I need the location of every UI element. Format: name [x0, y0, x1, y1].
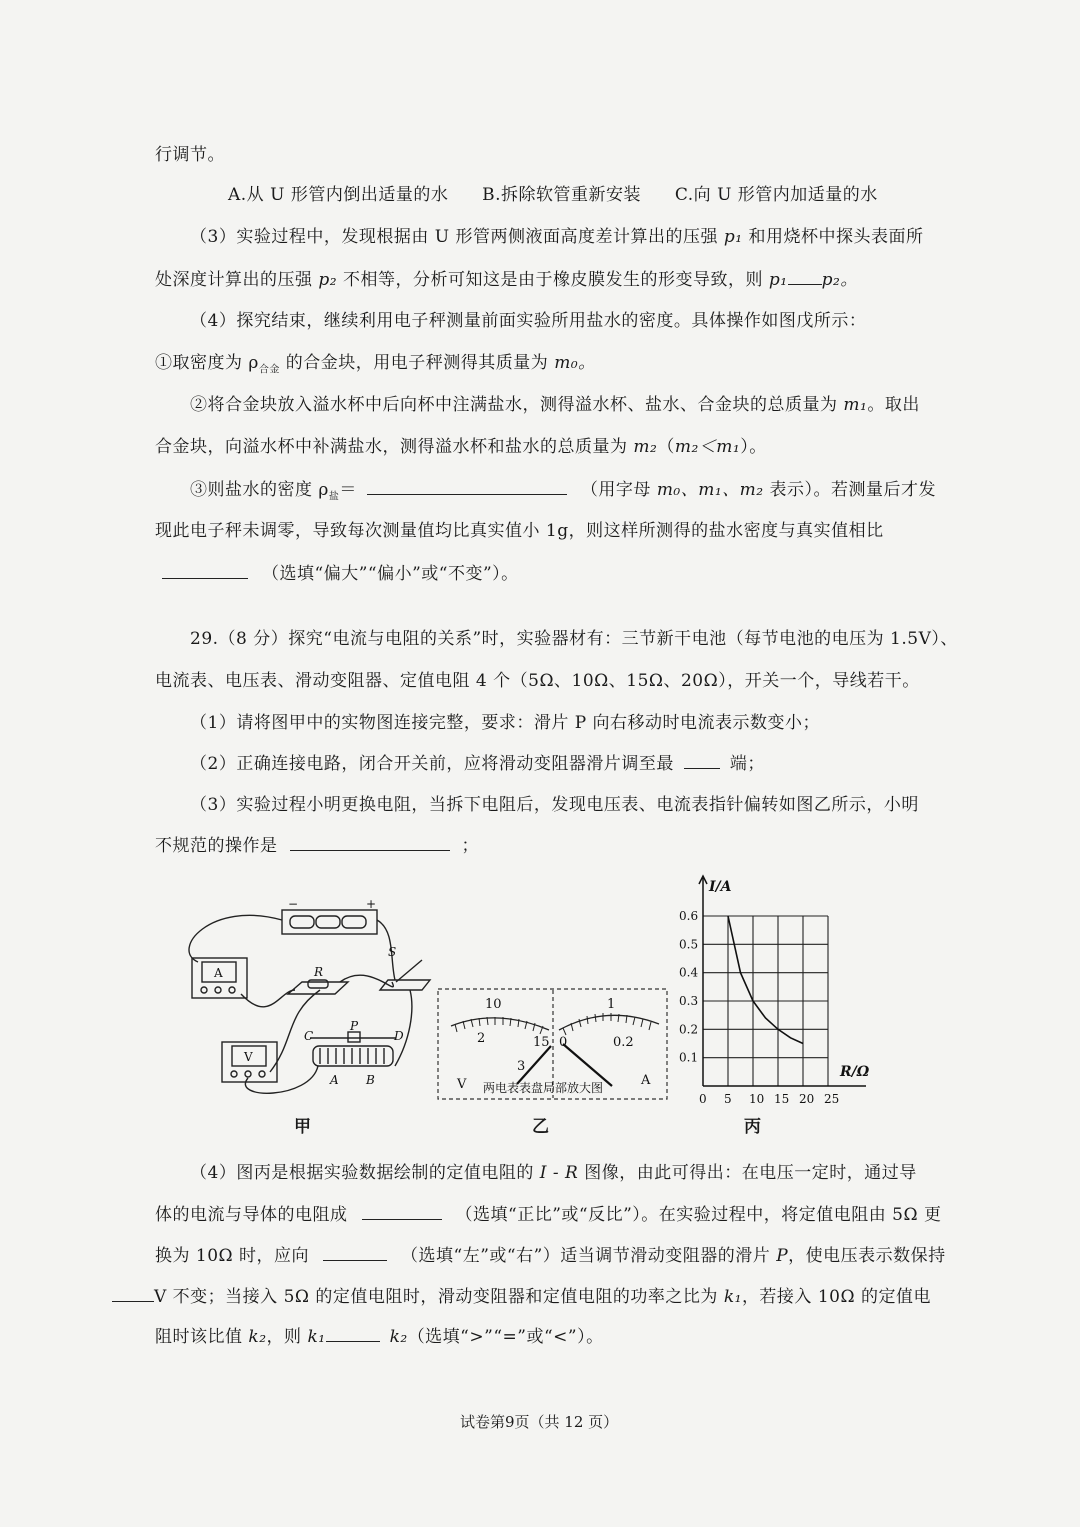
label-c: C — [304, 1029, 314, 1043]
text-line: 体的电流与导体的电阻成 （选填“正比”或“反比”）。在实验过程中，将定值电阻由 5Ω 更 — [155, 1205, 942, 1225]
figure-caption-bing: 丙 — [744, 1117, 761, 1137]
text-line: ②将合金块放入溢水杯中后向杯中注满盐水，测得溢水杯、盐水、合金块的总质量为 m₁。取出 — [190, 395, 920, 415]
x-tick-label: 5 — [724, 1092, 732, 1106]
rheostat — [313, 1046, 393, 1066]
y-tick-label: 0.6 — [679, 909, 699, 923]
x-tick-label: 0 — [699, 1092, 707, 1106]
battery-minus: − — [288, 897, 299, 911]
answer-blank — [788, 268, 822, 285]
answer-blank — [323, 1244, 387, 1261]
text-line: （3）实验过程小明更换电阻，当拆下电阻后，发现电压表、电流表指针偏转如图乙所示，小明 — [190, 795, 919, 815]
text-line: 阻时该比值 k₂，则 k₁ k₂（选填“>”“=”或“<”）。 — [155, 1327, 604, 1347]
v-tick: 2 — [477, 1031, 486, 1046]
battery-plus: + — [366, 897, 377, 911]
text-line: 行调节。 — [155, 145, 225, 165]
figure-caption-yi: 乙 — [532, 1117, 549, 1137]
text-line: （4）探究结束，继续利用电子秤测量前面实验所用盐水的密度。具体操作如图戊所示： — [190, 311, 867, 331]
a-tick: 1 — [607, 997, 616, 1012]
text-line: ①取密度为 $\rho_{合金}$ 的合金块，用电子秤测得其质量为 m₀。 — [155, 353, 596, 376]
ammeter-label: A — [214, 966, 223, 980]
a-tick: 0 — [559, 1035, 568, 1050]
question-29-title: 29.（8 分）探究“电流与电阻的关系”时，实验器材有：三节新干电池（每节电池的电压为 1.5V）、 — [190, 629, 958, 649]
circuit-figure — [170, 890, 440, 1115]
options-line — [228, 184, 878, 206]
meters-box-label: 两电表表盘局部放大图 — [483, 1081, 604, 1095]
option-b: B.拆除软管重新安装 — [482, 185, 642, 205]
answer-blank — [290, 834, 450, 851]
text-line: 合金块，向溢水杯中补满盐水，测得溢水杯和盐水的总质量为 m₂（m₂＜m₁）。 — [155, 437, 767, 457]
v-tick: 15 — [533, 1035, 550, 1050]
text-line: （选填“偏大”“偏小”或“不变”）。 — [162, 562, 519, 585]
voltmeter-label: V — [244, 1050, 253, 1064]
answer-blank — [326, 1325, 380, 1342]
option-c: C.向 U 形管内加适量的水 — [674, 185, 878, 205]
v-tick: 10 — [485, 997, 502, 1012]
ammeter-needle — [563, 1044, 612, 1086]
x-tick-label: 25 — [824, 1092, 840, 1106]
label-s: S — [388, 945, 397, 959]
label-p: P — [350, 1019, 359, 1033]
a-label: A — [641, 1073, 651, 1088]
x-axis-label: R/Ω — [840, 1064, 870, 1080]
label-a-end: A — [330, 1073, 339, 1087]
answer-blank — [684, 752, 720, 769]
figure-caption-jia: 甲 — [294, 1117, 311, 1137]
v-label: V — [457, 1077, 467, 1092]
text-line: （2）正确连接电路，闭合开关前，应将滑动变阻器滑片调至最 端； — [190, 754, 765, 774]
text-line: （1）请将图甲中的实物图连接完整，要求：滑片 P 向右移动时电流表示数变小； — [190, 713, 821, 733]
answer-blank — [367, 478, 567, 495]
a-tick: 0.2 — [613, 1035, 634, 1050]
answer-blank — [362, 1203, 442, 1220]
y-axis-label: I/A — [709, 879, 732, 895]
text-line: （4）图丙是根据实验数据绘制的定值电阻的 I - R 图像，由此可得出：在电压一定时，通过导 — [190, 1163, 917, 1183]
x-tick-label: 15 — [774, 1092, 790, 1106]
label-b-end: B — [366, 1073, 375, 1087]
label-r: R — [314, 965, 324, 979]
text-line: 不规范的操作是 ； — [155, 836, 479, 856]
x-tick-label: 10 — [749, 1092, 765, 1106]
v-tick: 3 — [517, 1059, 526, 1074]
text-line: V 不变；当接入 5Ω 的定值电阻时，滑动变阻器和定值电阻的功率之比为 k₁，若接入 10Ω 的定值电 — [112, 1285, 931, 1308]
y-tick-label: 0.1 — [679, 1050, 699, 1065]
text-line: ③则盐水的密度 $\rho_盐=$ （用字母 m₀、m₁、m₂ 表示）。若测量后才发 — [190, 480, 937, 503]
answer-blank — [162, 562, 248, 579]
y-tick-label: 0.4 — [679, 965, 699, 980]
i-r-chart — [660, 868, 880, 1113]
text-line: 现此电子秤未调零，导致每次测量值均比真实值小 1g，则这样所测得的盐水密度与真实值相比 — [155, 521, 884, 541]
page-footer: 试卷第9页（共 12 页） — [460, 1413, 619, 1431]
text-line: 换为 10Ω 时，应向 （选填“左”或“右”）适当调节滑动变阻器的滑片 P，使电压表示数保持 — [155, 1246, 946, 1266]
answer-blank — [112, 1285, 154, 1302]
battery-box — [282, 910, 377, 934]
x-tick-label: 20 — [799, 1092, 815, 1106]
series-line-i-r — [728, 916, 803, 1044]
y-tick-label: 0.3 — [679, 994, 699, 1008]
text-line: 处深度计算出的压强 p₂ 不相等，分析可知这是由于橡皮膜发生的形变导致，则 p₁ p₂。 — [155, 270, 858, 290]
text-line: 电流表、电压表、滑动变阻器、定值电阻 4 个（5Ω、10Ω、15Ω、20Ω），开关一个，导线若干。 — [155, 671, 920, 691]
y-tick-label: 0.5 — [679, 937, 699, 952]
y-tick-label: 0.2 — [679, 1022, 699, 1037]
meters-figure — [437, 988, 669, 1102]
option-a: A.从 U 形管内倒出适量的水 — [228, 185, 449, 205]
label-d: D — [394, 1029, 404, 1043]
text-line: （3）实验过程中，发现根据由 U 形管两侧液面高度差计算出的压强 p₁ 和用烧杯中探头表面所 — [190, 227, 924, 247]
